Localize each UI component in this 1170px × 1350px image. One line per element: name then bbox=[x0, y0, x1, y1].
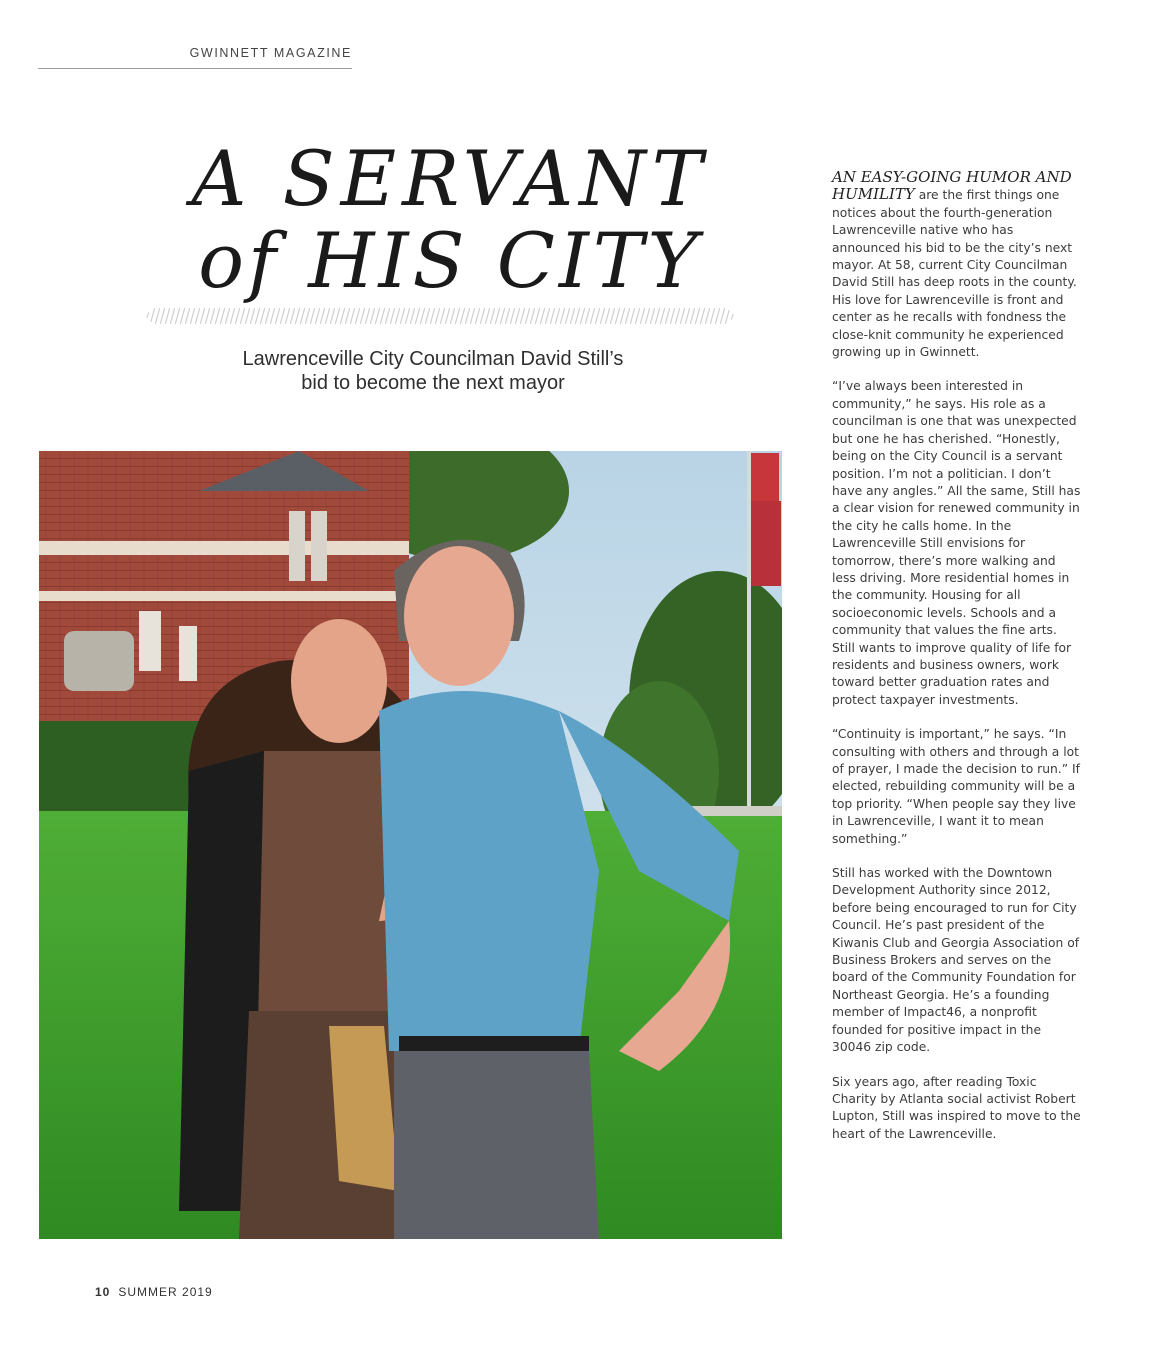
page-footer bbox=[95, 1285, 213, 1299]
masthead bbox=[38, 46, 352, 69]
article-title bbox=[150, 134, 750, 305]
paragraph-3: “Continuity is important,” he says. “In consulting with others and through a lot of prayer, I made the decision to run.” If elected, rebuilding community will be a top priority. “When people say they live in Lawrenceville, I want it to mean something.” bbox=[832, 727, 1080, 846]
paragraph-2: “I’ve always been interested in community,” he says. His role as a councilman is one that was unexpected but one he has cherished. “Honestly, being on the City Council is a servant position. I’m not a politician. I don’t have any angles.” All the same, Still has a clear vision for renewed community in the city he calls home. In the Lawrenceville Still envisions for tomorrow, there’s more walking and less driving. More residential homes in the community. Housing for all socioeconomic levels. Schools and a community that values the fine arts. Still wants to improve quality of life for residents and business owners, work toward better graduation rates and protect taxpayer investments. bbox=[832, 379, 1081, 707]
issue-label: SUMMER 2019 bbox=[118, 1285, 213, 1299]
paragraph-1-text: are the first things one notices about the fourth-generation Lawrenceville native who has announced his bid to be the city’s next mayor. At 58, current City Councilman David Still has deep roots in the county. His love for Lawrenceville is front and center as he recalls with fondness the close-knit community he experienced growing up in Gwinnett. bbox=[832, 188, 1077, 360]
article-body bbox=[832, 170, 1082, 1160]
paragraph-4: Still has worked with the Downtown Development Authority since 2012, before being encouraged to run for City Council. He’s past president of the Kiwanis Club and Georgia Association of Business Brokers and serves on the board of the Community Foundation for Northeast Georgia. He’s a founding member of Impact46, a nonprofit founded for positive impact in the 30046 zip code. bbox=[832, 866, 1080, 1055]
paragraph-5: Six years ago, after reading Toxic Charity by Atlanta social activist Robert Lupton, Still was inspired to move to the heart of the Lawrenceville. bbox=[832, 1074, 1081, 1141]
publication-name: GWINNETT MAGAZINE bbox=[189, 46, 352, 60]
couple-photo bbox=[39, 451, 782, 1239]
page-number: 10 bbox=[95, 1285, 111, 1299]
article-subtitle bbox=[150, 347, 716, 395]
lead-in: AN EASY-GOING HUMOR AND HUMILITY bbox=[832, 168, 1072, 204]
subtitle-line-2: bid to become the next mayor bbox=[301, 372, 565, 394]
title-line-2: of HIS CITY bbox=[198, 216, 702, 305]
paragraph-1 bbox=[832, 170, 1082, 361]
subtitle-line-1: Lawrenceville City Councilman David Still’s bbox=[242, 348, 624, 370]
title-line-1: A SERVANT bbox=[191, 134, 709, 223]
decorative-hatch-rule bbox=[145, 307, 735, 325]
